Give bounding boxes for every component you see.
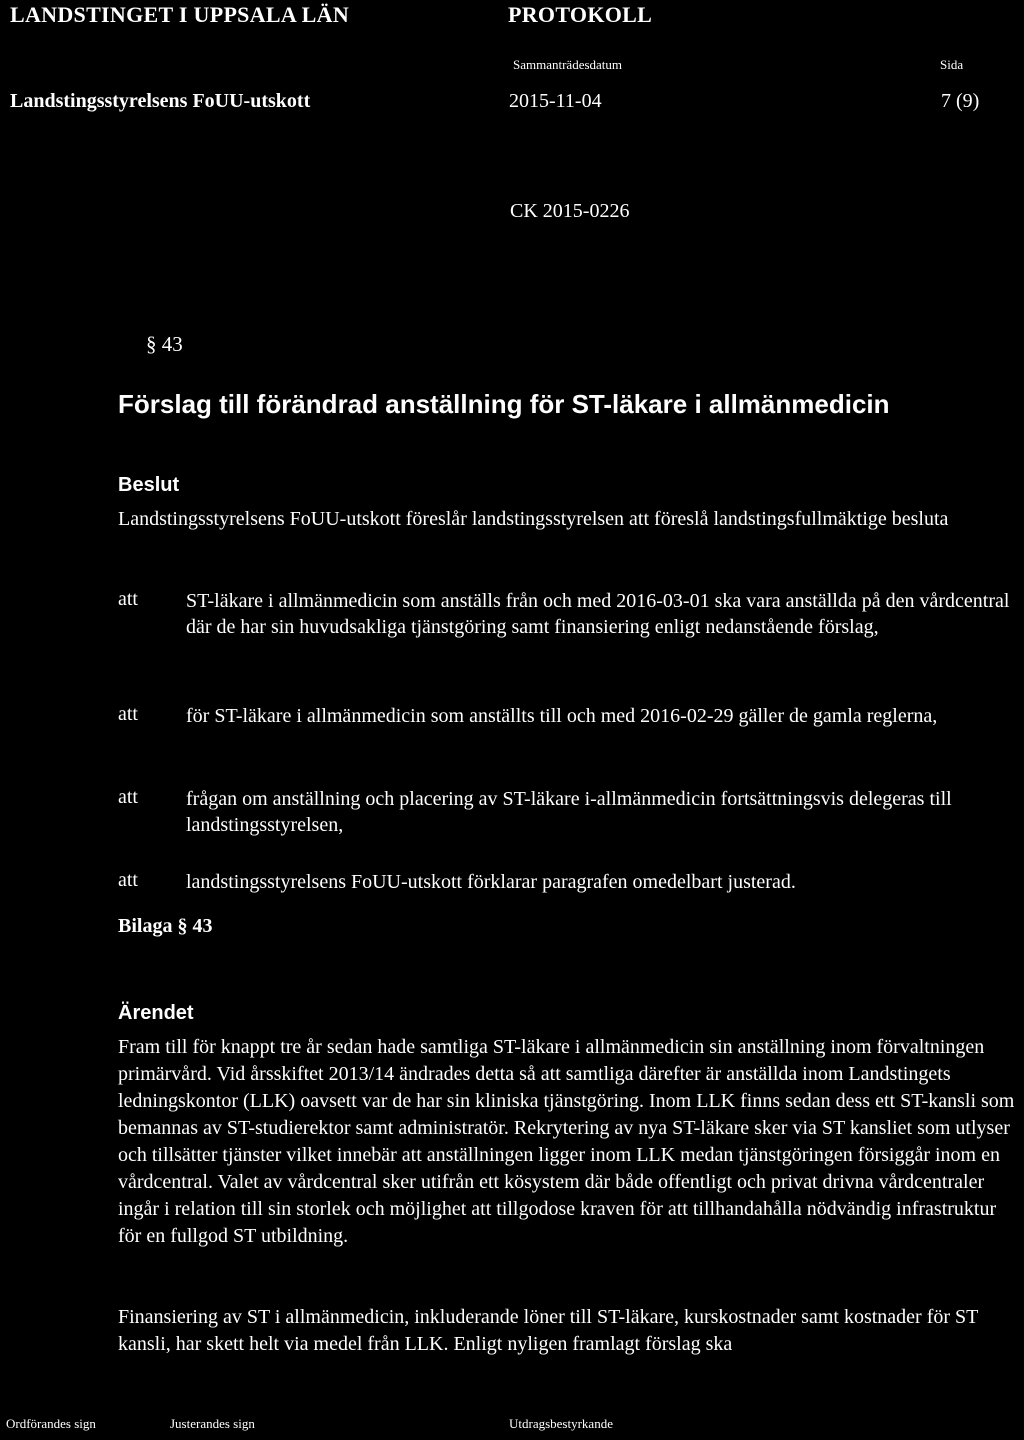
att-label: att [118, 869, 138, 891]
document-type: PROTOKOLL [508, 2, 653, 27]
committee-name: Landstingsstyrelsens FoUU-utskott [10, 90, 311, 112]
attachment-reference: Bilaga § 43 [118, 915, 213, 937]
beslut-item-text: för ST-läkare i allmänmedicin som anställts till och med 2016-02-29 gäller de gamla reglerna, [186, 705, 938, 727]
att-label: att [118, 703, 138, 725]
att-label: att [118, 588, 138, 610]
certifier-label: Utdragsbestyrkande [509, 1416, 613, 1431]
page-number: 7 (9) [941, 90, 980, 112]
paragraph-title: Förslag till förändrad anställning för ST-läkare i allmänmedicin [118, 389, 890, 419]
beslut-intro: Landstingsstyrelsens FoUU-utskott föreslår landstingsstyrelsen att föreslå landstingsfullmäktige besluta [118, 508, 949, 530]
case-number: CK 2015-0226 [510, 200, 630, 222]
att-label: att [118, 786, 138, 808]
adjuster-signature-label: Justerandes sign [170, 1416, 255, 1431]
paragraph-number: § 43 [146, 332, 183, 356]
arendet-paragraph-1: Fram till för knappt tre år sedan hade samtliga ST-läkare i allmänmedicin sin anställning inom förvaltningen primärvård. Vid årsskiftet 2013/14 ändrades detta så att samtliga därefter är anställda inom Landstingets ledningskontor (LLK) oavsett var de har sin kliniska tjänstgöring. Inom LLK finns sedan dess ett ST-kansli som bemannas av ST-studierektor samt administratör. Rekrytering av nya ST-läkare sker via ST kansliet som utlyser och tillsätter tjänster vilket innebär att anställningen ligger inom LLK medan tjänstgöringen försiggår inom en vårdcentral. Valet av vårdcentral sker utifrån ett kösystem där både offentligt och privat drivna vårdcentraler ingår i relation till sin storlek och möjlighet att tillgodose kraven för att tillhandahålla nödvändig infrastruktur för en fullgod ST utbildning. [118, 1036, 1015, 1247]
beslut-heading: Beslut [118, 474, 180, 496]
page-label: Sida [940, 57, 964, 72]
beslut-item-text: ST-läkare i allmänmedicin som anställs från och med 2016-03-01 ska vara anställda på den vårdcentral där de har sin huvudsakliga tjänstgöring samt finansiering enligt nedanstående förslag, [186, 590, 1010, 638]
meeting-date: 2015-11-04 [509, 90, 602, 112]
meeting-date-label: Sammanträdesdatum [513, 57, 623, 72]
arendet-heading: Ärendet [118, 1002, 194, 1024]
beslut-item-text: frågan om anställning och placering av ST-läkare i-allmänmedicin fortsättningsvis delegeras till landstingsstyrelsen, [186, 788, 952, 836]
beslut-item-text: landstingsstyrelsens FoUU-utskott förklarar paragrafen omedelbart justerad. [186, 871, 796, 893]
chair-signature-label: Ordförandes sign [6, 1416, 96, 1431]
organization-name: LANDSTINGET I UPPSALA LÄN [10, 2, 350, 27]
arendet-paragraph-2: Finansiering av ST i allmänmedicin, inkluderande löner till ST-läkare, kurskostnader samt kostnader för ST kansli, har skett helt via medel från LLK. Enligt nyligen framlagt förslag ska [118, 1306, 979, 1355]
